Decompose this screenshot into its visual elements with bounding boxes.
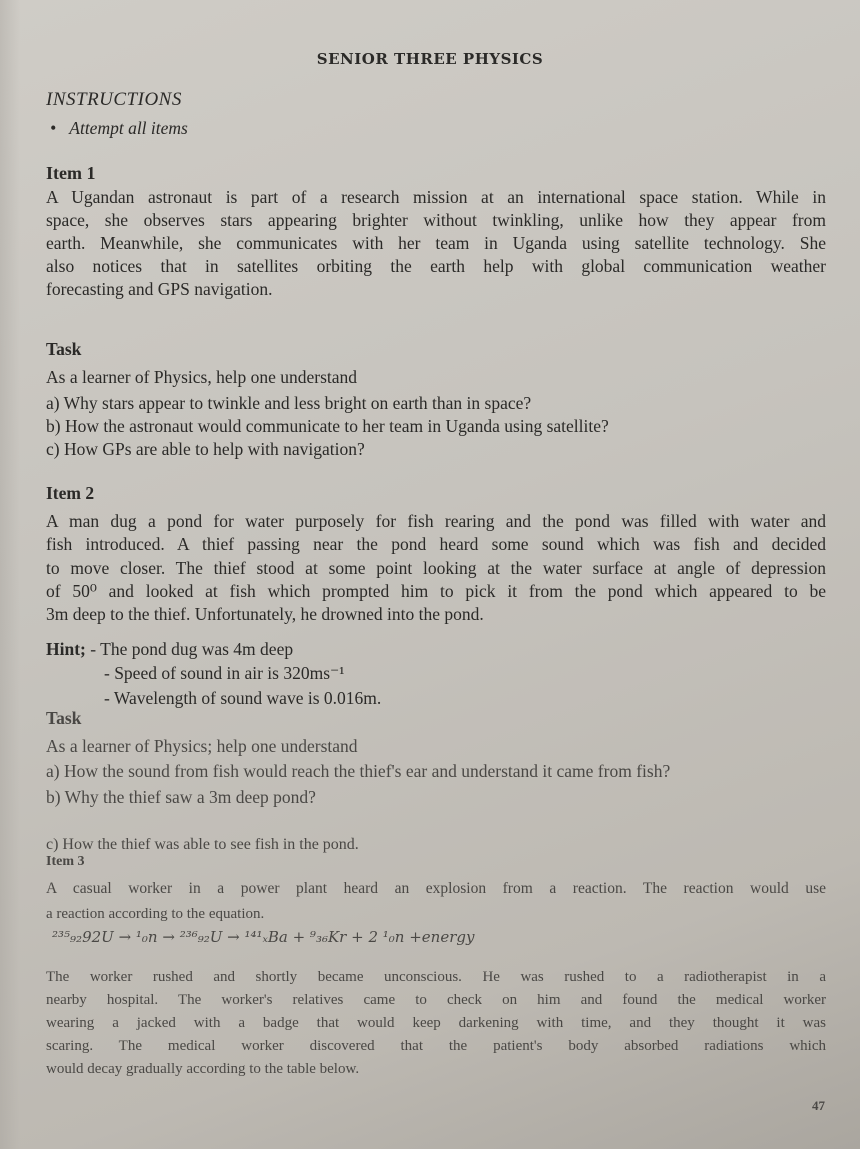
- item3-line: A casual worker in a power plant heard an explosion from a reaction. The reaction would use: [46, 880, 826, 897]
- item2-line: A man dug a pond for water purposely for fish rearing and the pond was filled with water and: [46, 511, 826, 531]
- item2-line: of 50⁰ and looked at fish which prompted him to pick it from the pond which appeared to be: [46, 581, 826, 601]
- item3-line: The worker rushed and shortly became unconscious. He was rushed to a radiotherapist in a: [46, 969, 826, 985]
- item1-question: a) Why stars appear to twinkle and less bright on earth than in space?: [46, 393, 532, 413]
- item2-line: to move closer. The thief stood at some point looking at the water surface at angle of depression: [46, 558, 826, 578]
- item1-task-intro: As a learner of Physics, help one understand: [46, 367, 358, 387]
- page-margin-shadow: [0, 0, 20, 1149]
- item2-hint: - Wavelength of sound wave is 0.016m.: [104, 688, 382, 708]
- page-title: SENIOR THREE PHYSICS: [316, 50, 544, 68]
- item1-question: b) How the astronaut would communicate to her team in Uganda using satellite?: [46, 416, 609, 436]
- item1-line: forecasting and GPS navigation.: [46, 279, 273, 299]
- item2-task-heading: Task: [46, 708, 82, 728]
- hint-text: - The pond dug was 4m deep: [90, 639, 294, 659]
- item3-line: scaring. The medical worker discovered that the patient's body absorbed radiations which: [46, 1038, 826, 1054]
- item2-question: a) How the sound from fish would reach the thief's ear and understand it came from fish?: [46, 761, 671, 781]
- item1-line: earth. Meanwhile, she communicates with her team in Uganda using satellite technology. She: [46, 233, 826, 253]
- item3-line: wearing a jacked with a badge that would keep darkening with time, and they thought it was: [46, 1015, 826, 1031]
- hint-label: Hint;: [46, 639, 86, 659]
- item2-question: b) Why the thief saw a 3m deep pond?: [46, 787, 316, 807]
- instruction-text: Attempt all items: [69, 118, 188, 138]
- item3-heading: Item 3: [46, 854, 85, 869]
- item2-line: 3m deep to the thief. Unfortunately, he drowned into the pond.: [46, 604, 484, 624]
- item2-question: c) How the thief was able to see fish in the pond.: [46, 836, 359, 853]
- item1-question: c) How GPs are able to help with navigation?: [46, 439, 365, 459]
- item1-task-heading: Task: [46, 339, 82, 359]
- item3-line: nearby hospital. The worker's relatives came to check on him and found the medical worker: [46, 992, 826, 1008]
- instructions-heading: INSTRUCTIONS: [46, 89, 182, 110]
- item1-line: space, she observes stars appearing brighter without twinkling, unlike how they appear from: [46, 210, 826, 230]
- item2-hint: [46, 638, 826, 660]
- item2-line: fish introduced. A thief passing near the pond heard some sound which was fish and decided: [46, 534, 826, 554]
- item1-line: also notices that in satellites orbiting the earth help with global communication weather: [46, 256, 826, 276]
- item1-heading: Item 1: [46, 163, 96, 183]
- item2-hint: - Speed of sound in air is 320ms⁻¹: [104, 663, 345, 683]
- item3-line: a reaction according to the equation.: [46, 906, 265, 922]
- bullet-icon: •: [50, 118, 70, 138]
- page-number: 47: [812, 1098, 825, 1113]
- fission-equation: ²³⁵₉₂92U → ¹₀n → ²³⁶₉₂U → ¹⁴¹ₓBa + ⁹₃₆Kr + 2 ¹₀n +energy: [52, 928, 475, 946]
- item1-line: A Ugandan astronaut is part of a research mission at an international space station. While in: [46, 187, 826, 207]
- item3-line: would decay gradually according to the table below.: [46, 1061, 360, 1077]
- item2-heading: Item 2: [46, 483, 95, 503]
- instruction-bullet: [50, 117, 830, 139]
- item2-task-intro: As a learner of Physics; help one understand: [46, 736, 358, 756]
